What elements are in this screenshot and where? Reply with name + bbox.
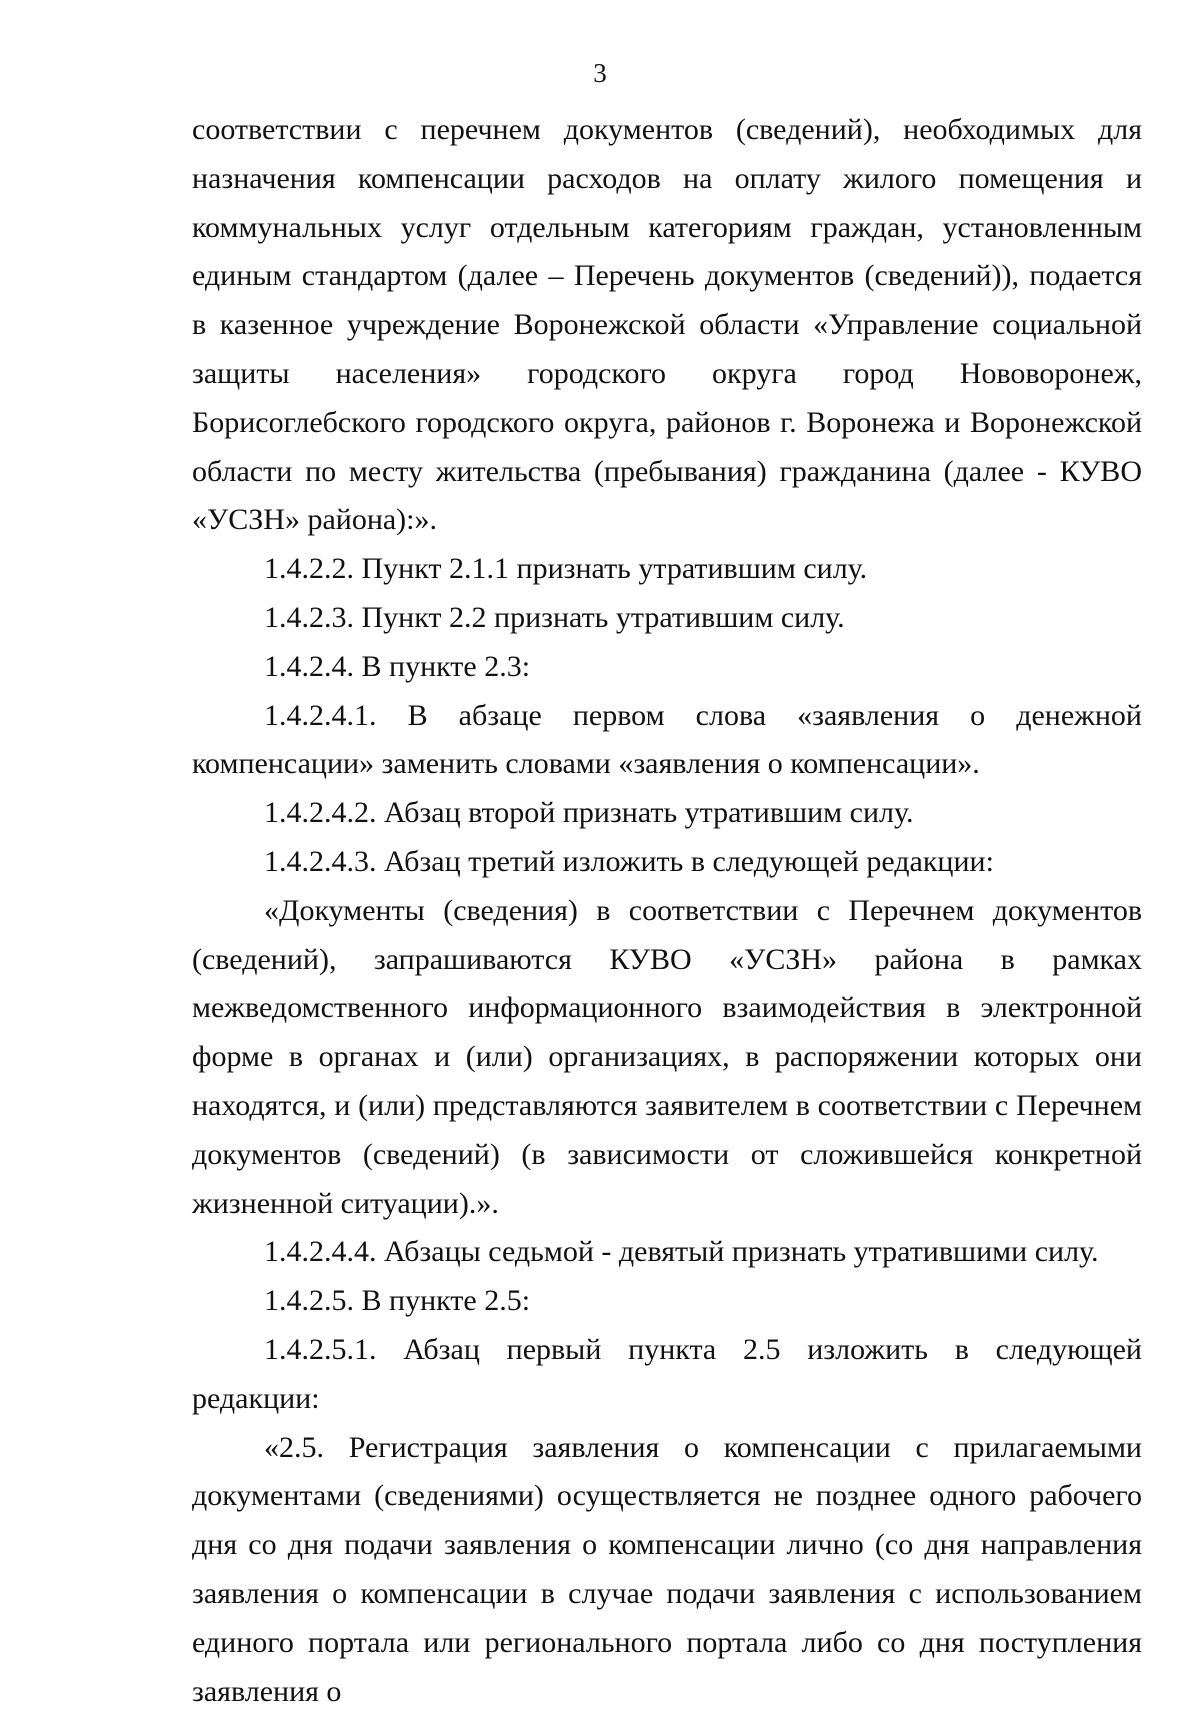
paragraph-1-4-2-4-3: 1.4.2.4.3. Абзац третий изложить в следующей редакции: [264,844,994,878]
paragraph-1-4-2-4-2: 1.4.2.4.2. Абзац второй признать утратившим силу. [264,796,914,830]
paragraph-1-4-2-4: 1.4.2.4. В пункте 2.3: [264,649,531,683]
paragraph-1-4-2-4-1: 1.4.2.4.1. В абзаце первом слова «заявления о денежной компенсации» заменить словами «заявления о компенсации». [192,698,1142,781]
document-body [192,106,1142,1716]
quoted-paragraph-documents: «Документы (сведения) в соответствии с Перечнем документов (сведений), запрашиваются КУВО «УСЗН» района в рамках межведомственного информационного взаимодействия в электронной форме в органах и (или) организациях, в распоряжении которых они находятся, и (или) представляются заявителем в соответствии с Перечнем документов (сведений) (в зависимости от сложившейся конкретной жизненной ситуации).». [192,893,1142,1220]
page-number: 3 [593,58,607,88]
paragraph-1-4-2-3: 1.4.2.3. Пункт 2.2 признать утратившим силу. [264,600,845,634]
paragraph-continuation: соответствии с перечнем документов (сведений), необходимых для назначения компенсации расходов на оплату жилого помещения и коммунальных услуг отдельным категориям граждан, установленным единым стандартом (далее – Перечень документов (сведений)), подается в казенное учреждение Воронежской области «Управление социальной защиты населения» городского округа город Нововоронеж, Борисоглебского городского округа, районов г. Воронежа и Воронежской области по месту жительства (пребывания) гражданина (далее - КУВО «УСЗН» района):». [192,113,1142,537]
paragraph-1-4-2-5-1: 1.4.2.5.1. Абзац первый пункта 2.5 изложить в следующей редакции: [192,1332,1142,1415]
paragraph-1-4-2-2: 1.4.2.2. Пункт 2.1.1 признать утратившим силу. [264,552,868,586]
paragraph-1-4-2-5: 1.4.2.5. В пункте 2.5: [264,1284,531,1318]
quoted-paragraph-2-5: «2.5. Регистрация заявления о компенсации с прилагаемыми документами (сведениями) осуществляется не позднее одного рабочего дня со дня подачи заявления о компенсации лично (со дня направления заявления о компенсации в случае подачи заявления с использованием единого портала или регионального портала либо со дня поступления заявления о [192,1430,1142,1708]
paragraph-1-4-2-4-4: 1.4.2.4.4. Абзацы седьмой - девятый признать утратившими силу. [264,1235,1099,1269]
